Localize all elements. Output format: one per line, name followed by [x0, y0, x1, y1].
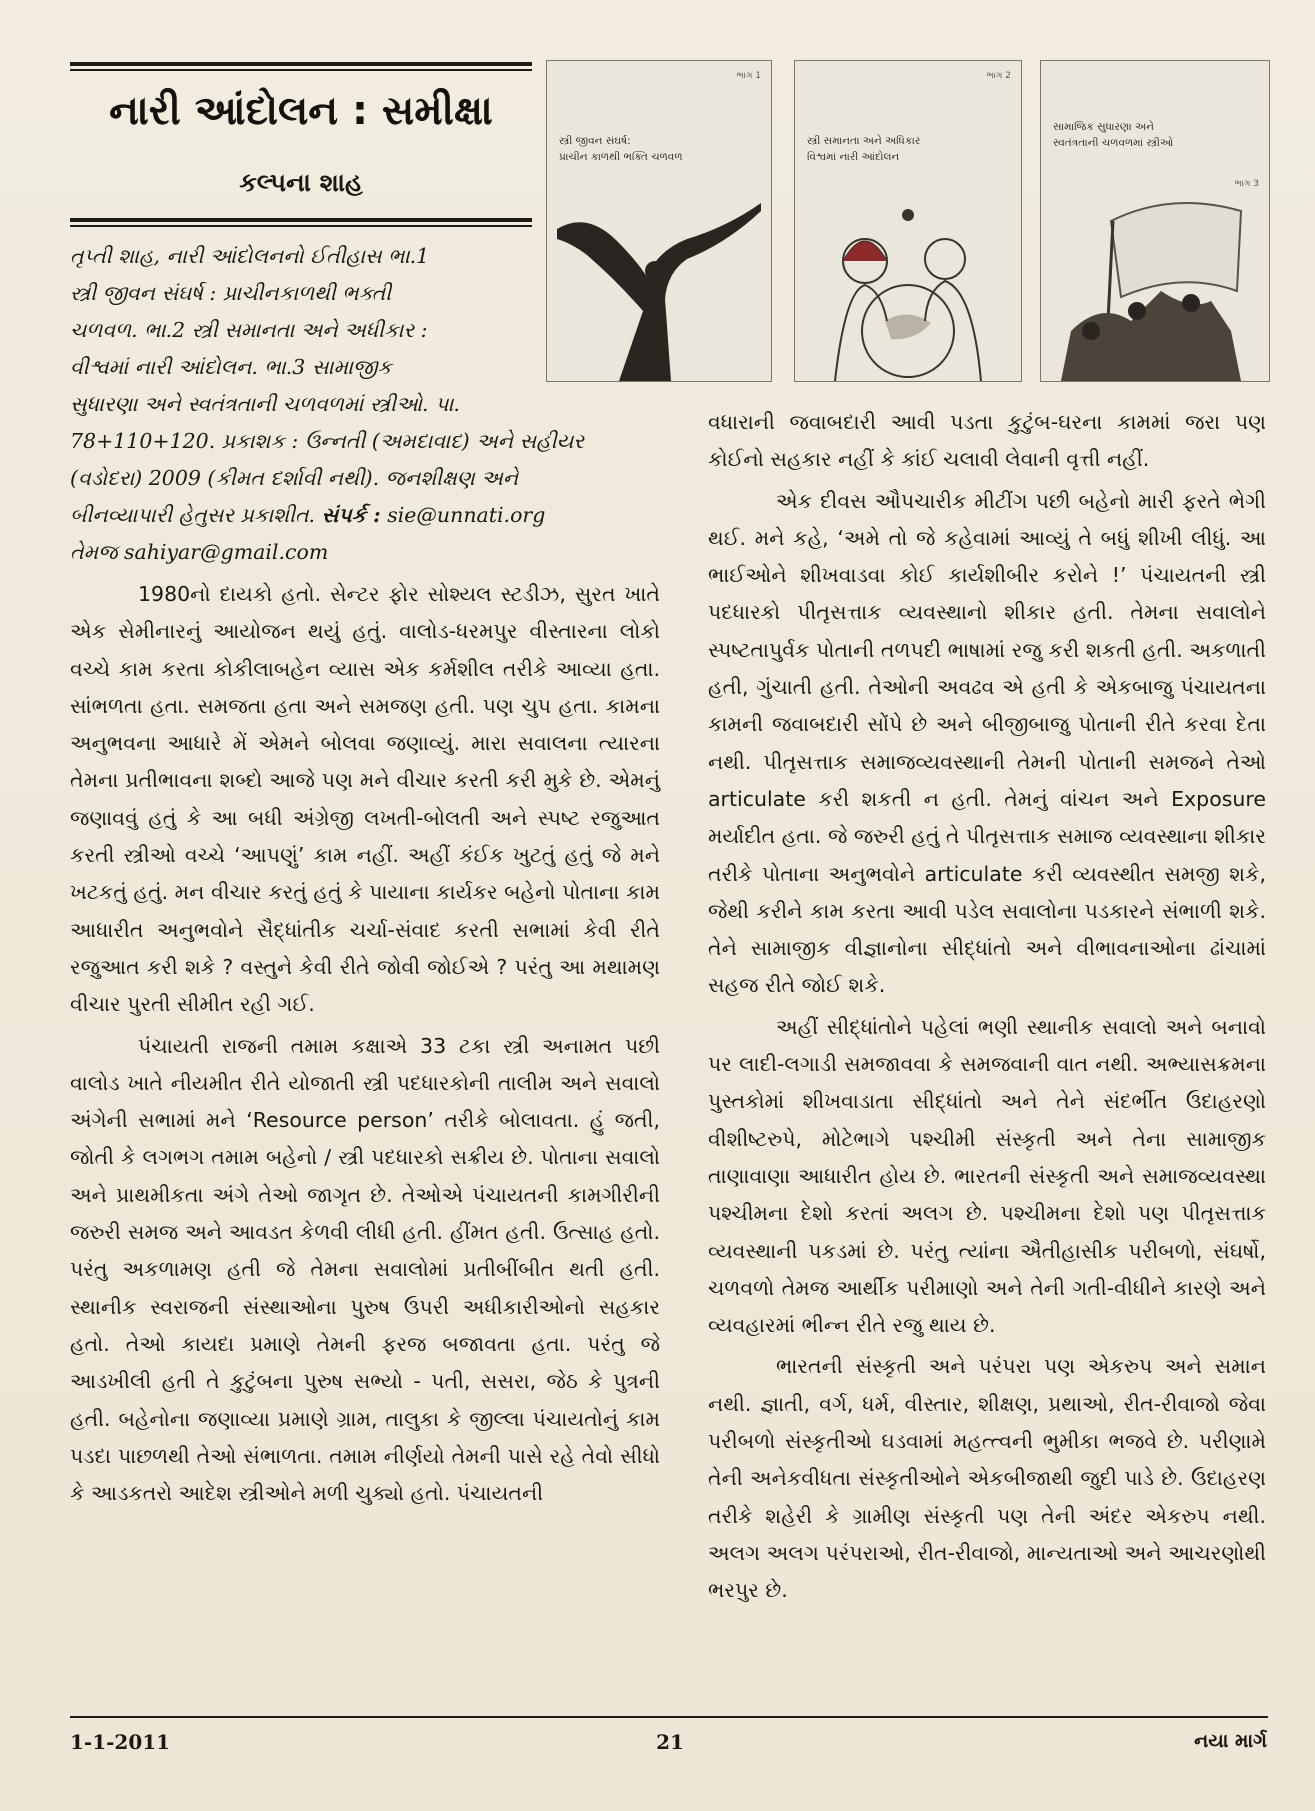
citation-line: 78+110+120. પ્રકાશક : ઉન્નતી (અમદાવાદ) અને સહીયર — [70, 429, 584, 453]
footer-rule — [70, 1716, 1268, 1718]
book-cover-3 — [1040, 60, 1270, 382]
body-paragraph: એક દીવસ ઔપચારીક મીટીંગ પછી બહેનો મારી ફરતે ભેગી થઈ. મને કહે, ‘અમે તો જે કહેવામાં આવ્યું તે બધું શીખી લીધું. આ ભાઈઓને શીખવાડવા કોઈ કાર્યશીબીર કરોને !’ પંચાયતની સ્ત્રી પદધારકો પીતૃસત્તાક વ્યવસ્થાનો શીકાર હતી. તેમના સવાલોને સ્પષ્ટતાપુર્વક પોતાની તળપદી ભાષામાં રજુ કરી શકતી હતી. અકળાતી હતી, ગુંચાતી હતી. તેઓની અવઢવ એ હતી કે એકબાજુ પંચાયતના કામની જવાબદારી સોંપે છે અને બીજીબાજુ પોતાની રીતે કરવા દેતા નથી. પીતૃસત્તાક સમાજવ્યવસ્થાની તેમની પોતાની સમજને તેઓ articulate કરી શકતી ન હતી. તેમનું વાંચન અને Exposure મર્યાદીત હતા. જે જરુરી હતું તે પીતૃસત્તાક સમાજ વ્યવસ્થાના શીકાર તરીકે પોતાના અનુભવોને articulate કરી વ્યવસ્થીત સમજી શકે, જેથી કરીને કામ કરતા આવી પડેલ સવાલોના પડકારને સંભાળી શકે. તેને સામાજીક વીજ્ઞાનોના સીદ્ધાંતો અને વીભાવનાઓના ઢાંચામાં સહજ રીતે જોઈ શકે. — [708, 488, 1266, 998]
issue-date: 1-1-2011 — [70, 1730, 171, 1754]
protest-march-illustration — [1041, 181, 1269, 381]
cover-volume-tag: ભાગ 1 — [736, 71, 761, 81]
citation-line: તેમજ sahiyar@gmail.com — [70, 540, 329, 564]
contact-email-link[interactable]: sie@unnati.org — [387, 503, 546, 527]
citation-contact-line — [70, 497, 710, 534]
body-paragraph: અહીં સીદ્ધાંતોને પહેલાં ભણી સ્થાનીક સવાલો અને બનાવો પર લાદી-લગાડી સમજાવવા કે સમજવાની વાત નથી. અભ્યાસક્રમના પુસ્તકોમાં શીખવાડાતા સીદ્ધાંતો અને તેને સંદર્ભીત ઉદાહરણો વીશીષ્ટરુપે, મોટેભાગે પશ્ચીમી સંસ્કૃતી અને તેના સામાજીક તાણાવાણા આધારીત હોય છે. ભારતની સંસ્કૃતી અને સમાજવ્યવસ્થા પશ્ચીમના દેશો કરતાં અલગ છે. પશ્ચીમના દેશો પણ પીતૃસત્તાક વ્યવસ્થાની પકડમાં છે. પરંતુ ત્યાંના ઐતીહાસીક પરીબળો, સંઘર્ષો, ચળવળો તેમજ આર્થીક પરીમાણો અને તેની ગતી-વીધીને કારણે અને વ્યવહારમાં ભીન્ન રીતે રજુ થાય છે. — [708, 1014, 1266, 1338]
citation-line: વીશ્વમાં નારી આંદોલન. ભા.3 સામાજીક — [70, 355, 392, 379]
cover-volume-tag: ભાગ 2 — [986, 71, 1011, 81]
citation-line: તૃપ્તી શાહ, નારી આંદોલનનો ઈતીહાસ ભા.1 — [70, 244, 430, 268]
title-top-rule-thin — [70, 69, 532, 71]
body-paragraph: ભારતની સંસ્કૃતી અને પરંપરા પણ એકરુપ અને સમાન નથી. જ્ઞાતી, વર્ગ, ધર્મ, વીસ્તાર, શીક્ષણ, પ્રથાઓ, રીત-રીવાજો જેવા પરીબળો સંસ્કૃતીઓ ઘડવામાં મહત્ત્વની ભુમીકા ભજવે છે. પરીણામે તેની અનેકવીધતા સંસ્કૃતીઓને એકબીજાથી જુદી પાડે છે. ઉદાહરણ તરીકે શહેરી કે ગ્રામીણ સંસ્કૃતી પણ તેની અંદર એકરુપ નથી. અલગ અલગ પરંપરાઓ, રીત-રીવાજો, માન્યતાઓ અને આચરણોથી ભરપુર છે. — [708, 1354, 1266, 1603]
article-title: નારી આંદોલન : સમીક્ષા — [109, 88, 493, 134]
article-author: કલ્પના શાહ — [239, 168, 363, 197]
cover-volume-tag: ભાગ 3 — [1234, 179, 1259, 189]
body-column-right — [708, 404, 1266, 1610]
body-paragraph-continued: વધારાની જવાબદારી આવી પડતા કુટુંબ-ઘરના કામમાં જરા પણ કોઈનો સહકાર નહીં કે કાંઈ ચલાવી લેવાની વૃત્તી નહીં. — [708, 410, 1266, 472]
title-bottom-rule — [70, 218, 532, 222]
book-cover-2 — [794, 60, 1022, 382]
magazine-name: નયા માર્ગ — [1194, 1730, 1267, 1752]
body-paragraph: 1980નો દાયકો હતો. સેન્ટર ફોર સોશ્યલ સ્ટડીઝ, સુરત ખાતે એક સેમીનારનું આયોજન થયું હતું. વાલોડ-ધરમપુર વીસ્તારના લોકો વચ્ચે કામ કરતા કોકીલાબહેન વ્યાસ એક કર્મશીલ તરીકે આવ્યા હતા. સાંભળતા હતા. સમજતા હતા અને સમજણ હતી. પણ ચુપ હતા. કામના અનુભવના આધારે મેં એમને બોલવા જણાવ્યું. મારા સવાલના ત્યારના તેમના પ્રતીભાવના શબ્દો આજે પણ મને વીચાર કરતી કરી મુકે છે. એમનું જણાવવું હતું કે આ બધી અંગ્રેજી લખતી-બોલતી અને સ્પષ્ટ રજુઆત કરતી સ્ત્રીઓ વચ્ચે ‘આપણું’ કામ નહીં. અહીં કંઈક ખુટતું હતું જે મને ખટકતું હતું. મન વીચાર કરતું હતું કે પાયાના કાર્યકર બહેનો પોતાના કામ આધારીત અનુભવોને સૈદ્ધાંતીક ચર્ચા-સંવાદ કરતી સભામાં કેવી રીતે રજુઆત કરી શકે ? વસ્તુને કેવી રીતે જોવી જોઈએ ? પરંતુ આ મથામણ વીચાર પુરતી સીમીત રહી ગઈ. — [70, 582, 660, 1017]
book-citation — [70, 238, 710, 571]
title-top-rule — [70, 62, 532, 66]
cover-title: સ્ત્રી જીવન સંઘર્ષ: પ્રાચીન કાળથી ભક્તિ ચળવળ — [559, 135, 683, 163]
cover-title: સામાજિક સુધારણા અને સ્વતંત્રતાની ચળવળમાં સ્ત્રીઓ — [1053, 121, 1174, 149]
title-bottom-rule-thin — [70, 225, 532, 227]
cover-title: સ્ત્રી સમાનતા અને અધિકાર વિશ્વમાં નારી આંદોલન — [807, 135, 921, 163]
body-paragraph: પંચાયતી રાજની તમામ કક્ષાએ 33 ટકા સ્ત્રી અનામત પછી વાલોડ ખાતે નીયમીત રીતે યોજાતી સ્ત્રી પદધારકોની તાલીમ અને સવાલો અંગેની સભામાં મને ‘Resource person’ તરીકે બોલાવતા. હું જતી, જોતી કે લગભગ તમામ બહેનો / સ્ત્રી પદધારકો સક્રીય છે. પોતાના સવાલો અને પ્રાથમીકતા અંગે તેઓ જાગૃત છે. તેઓએ પંચાયતની કામગીરીની જરુરી સમજ અને આવડત કેળવી લીધી હતી. હીંમત હતી. ઉત્સાહ હતો. પરંતુ અકળામણ હતી જે તેમના સવાલોમાં પ્રતીબીંબીત થતી હતી. સ્થાનીક સ્વરાજની સંસ્થાઓના પુરુષ ઉપરી અધીકારીઓનો સહકાર હતો. તેઓ કાયદા પ્રમાણે તેમની ફરજ બજાવતા હતા. પરંતુ જે આડખીલી હતી તે કુટુંબના પુરુષ સભ્યો - પતી, સસરા, જેઠ કે પુત્રની હતી. બહેનોના જણાવ્યા પ્રમાણે ગ્રામ, તાલુકા કે જીલ્લા પંચાયતોનું કામ પડદા પાછળથી તેઓ સંભાળતા. તમામ નીર્ણયો તેમની પાસે રહે તેવો સીધો કે આડકતરો આદેશ સ્ત્રીઓને મળી ચુક્યો હતો. પંચાયતની — [70, 1033, 660, 1506]
women-globe-illustration — [795, 181, 1021, 381]
body-column-left — [70, 576, 660, 1512]
citation-line: ચળવળ. ભા.2 સ્ત્રી સમાનતા અને અધીકાર : — [70, 318, 428, 342]
citation-line: સુધારણા અને સ્વતંત્રતાની ચળવળમાં સ્ત્રીઓ. પા. — [70, 392, 460, 416]
contact-label: સંપર્ક : — [321, 503, 381, 527]
page-number: 21 — [656, 1730, 684, 1754]
citation-line: સ્ત્રી જીવન સંઘર્ષ : પ્રાચીનકાળથી ભક્તી — [70, 281, 392, 305]
citation-publish-note: બીનવ્યાપારી હેતુસર પ્રકાશીત. — [70, 503, 316, 527]
citation-line: (વડોદરા) 2009 (કીમત દર્શાવી નથી). જનશીક્ષણ અને — [70, 466, 519, 490]
